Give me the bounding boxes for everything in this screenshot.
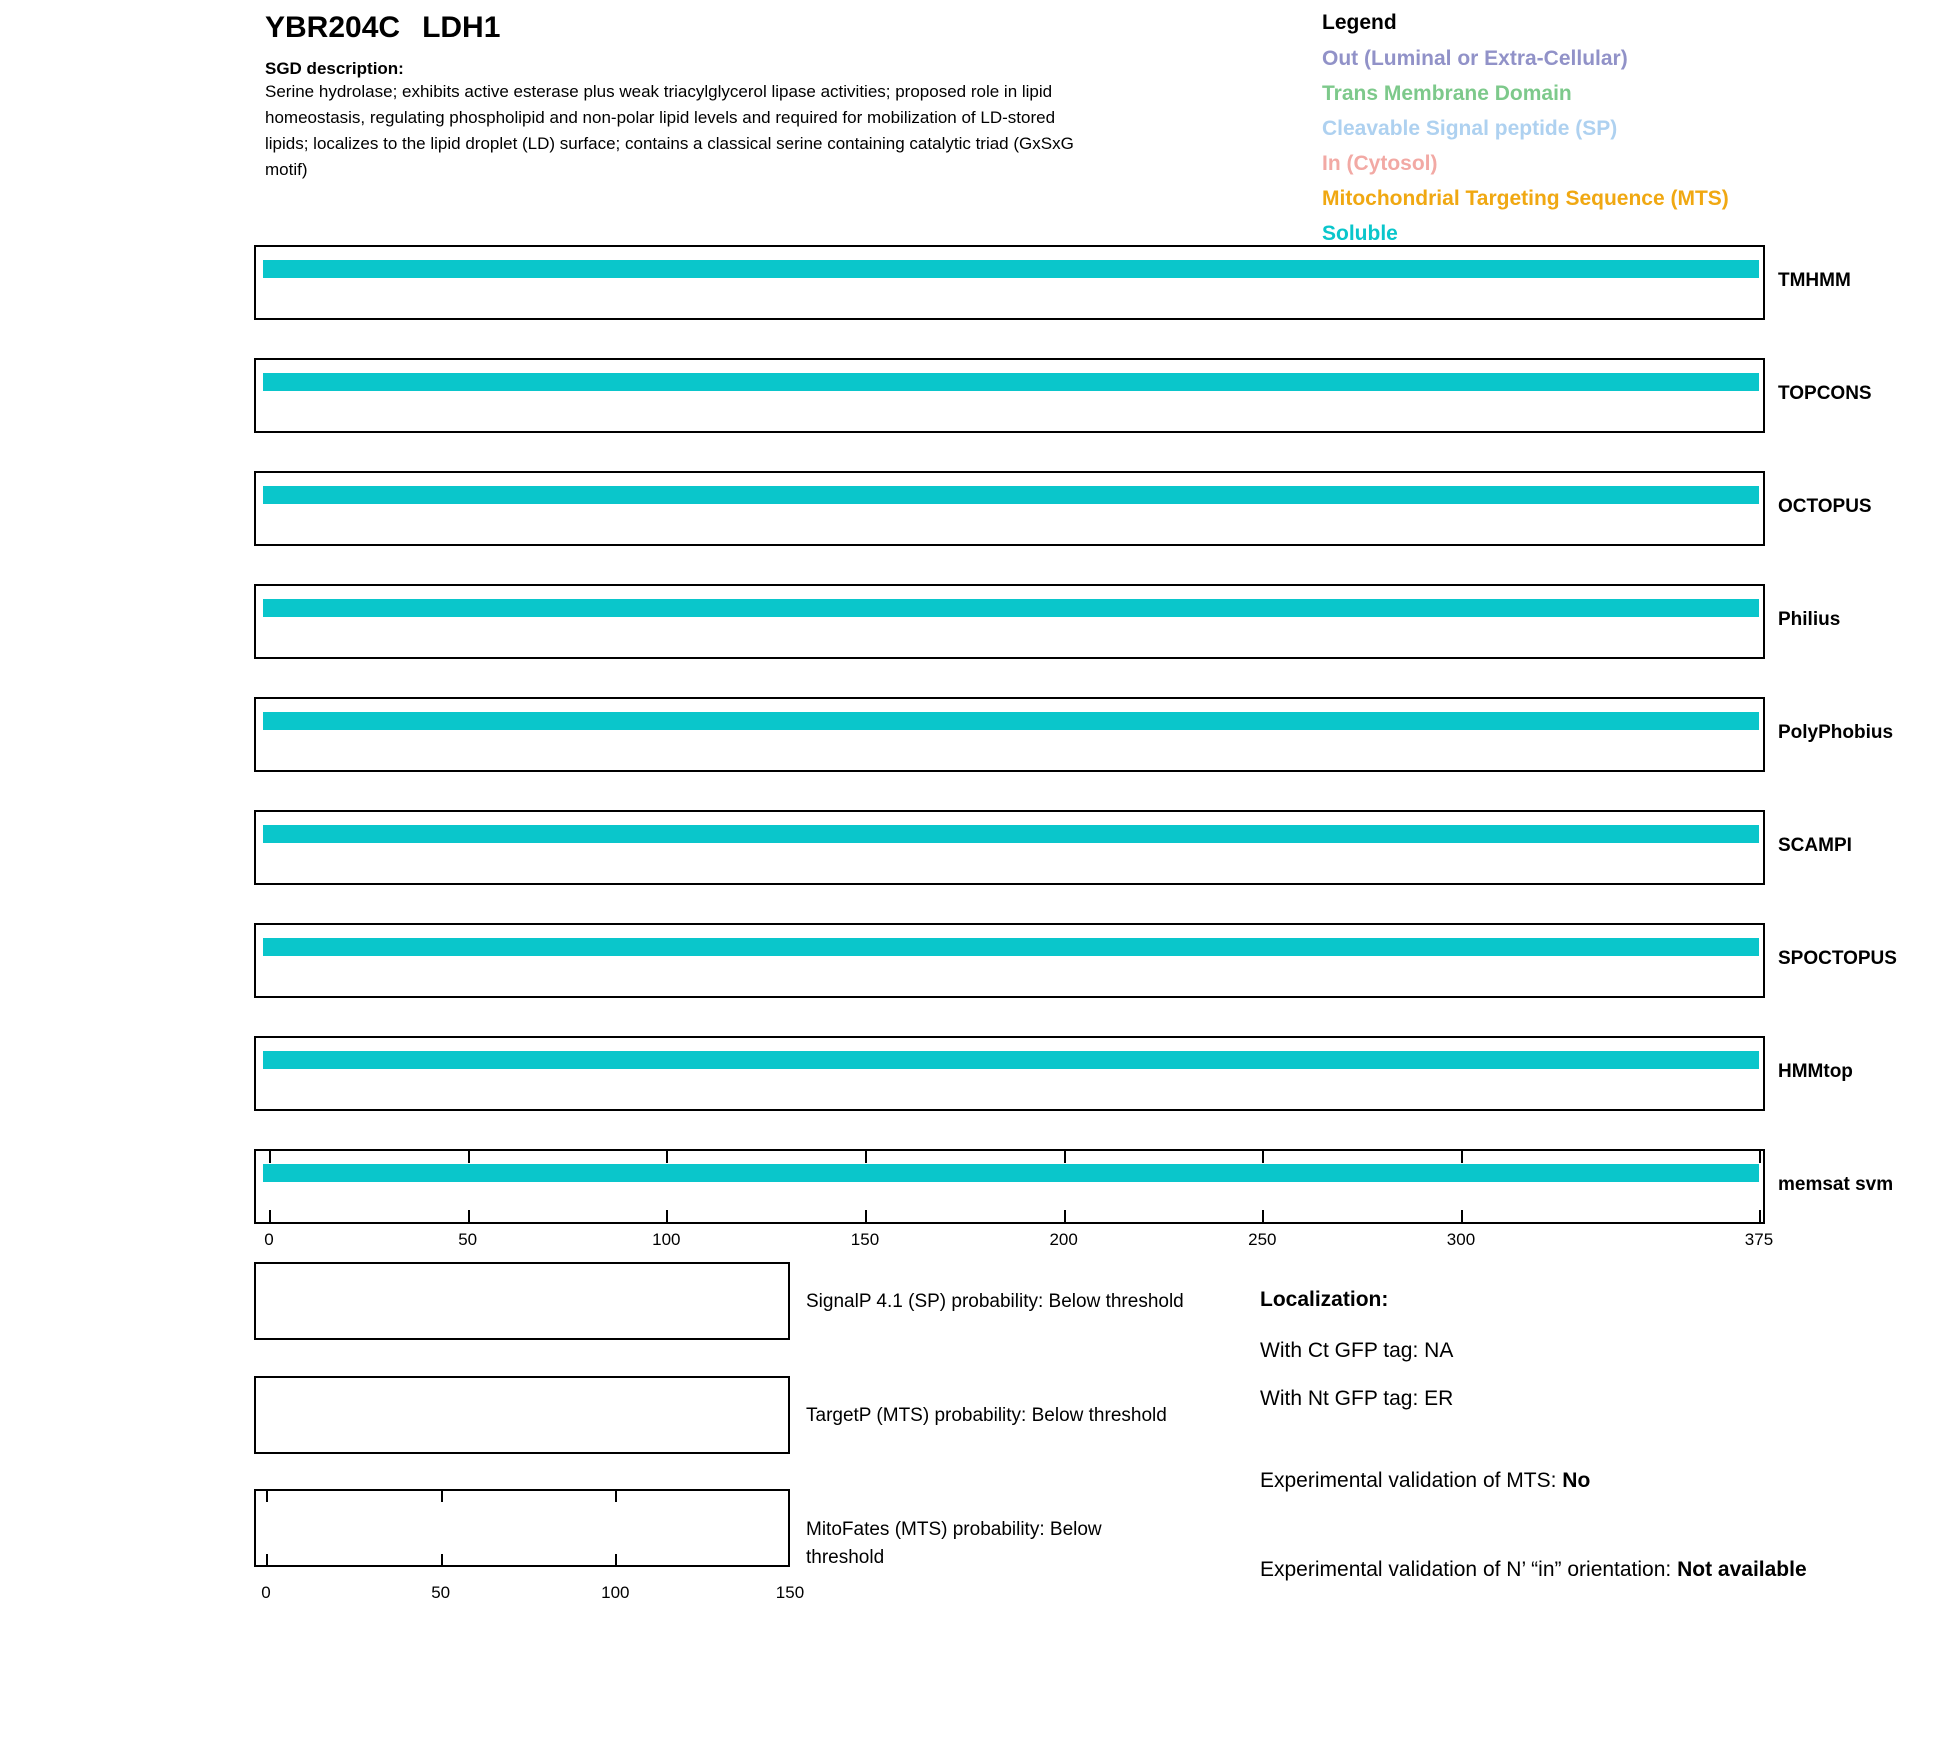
x-axis-tick-label: 100 — [652, 1230, 681, 1249]
x-axis-tick-label: 100 — [601, 1583, 630, 1602]
axis-tick — [266, 1491, 268, 1502]
legend-item: Out (Luminal or Extra-Cellular) — [1322, 47, 1628, 70]
sgd-description-line: homeostasis, regulating phospholipid and non-polar lipid levels and required for mobilization of LD-stored — [265, 108, 1056, 127]
axis-tick — [266, 1554, 268, 1565]
sgd-description-line: lipids; localizes to the lipid droplet (LD) surface; contains a classical serine containing catalytic triad (GxSxG — [265, 134, 1074, 153]
axis-tick — [441, 1554, 443, 1565]
legend-item: Soluble — [1322, 222, 1398, 245]
plot-caption-line: TargetP (MTS) probability: Below threshold — [806, 1405, 1167, 1426]
track-label: HMMtop — [1778, 1061, 1853, 1082]
plot-caption — [806, 1402, 1167, 1430]
mts-validation-line — [1260, 1467, 1590, 1494]
nt-gfp-line: With Nt GFP tag: ER — [1260, 1387, 1454, 1410]
x-axis-tick-label: 250 — [1248, 1230, 1277, 1249]
axis-tick — [441, 1491, 443, 1502]
orf-id: YBR204C — [265, 11, 401, 44]
plot-caption-line: SignalP 4.1 (SP) probability: Below threshold — [806, 1291, 1184, 1312]
plot-caption-line: MitoFates (MTS) probability: Below — [806, 1519, 1102, 1540]
x-axis-tick-label: 375 — [1744, 1230, 1774, 1249]
probability-plot-box — [254, 1489, 790, 1567]
mts-validation-value: No — [1562, 1469, 1591, 1492]
x-axis-tick-label: 150 — [775, 1583, 805, 1602]
plot-caption — [806, 1516, 1102, 1572]
orientation-validation-label: Experimental validation of N’ “in” orientation: — [1260, 1558, 1678, 1581]
x-axis-tick-label: 300 — [1446, 1230, 1476, 1249]
probability-plot-box — [254, 1262, 790, 1340]
ct-gfp-line: With Ct GFP tag: NA — [1260, 1339, 1454, 1362]
mts-validation-label: Experimental validation of MTS: — [1260, 1469, 1563, 1492]
orientation-validation-line — [1260, 1551, 1812, 1589]
track-label: SCAMPI — [1778, 835, 1852, 856]
track-label: PolyPhobius — [1778, 722, 1894, 743]
sgd-description-label: SGD description: — [265, 59, 404, 78]
track-label: OCTOPUS — [1778, 496, 1872, 517]
track-label: SPOCTOPUS — [1778, 948, 1897, 969]
gene-name: LDH1 — [422, 11, 501, 44]
track-label: memsat svm — [1778, 1174, 1894, 1195]
axis-tick — [615, 1491, 617, 1502]
orientation-validation-value: Not available — [1677, 1558, 1807, 1581]
x-axis-tick-label: 0 — [264, 1230, 274, 1249]
track-label: TOPCONS — [1778, 383, 1872, 404]
plot-caption — [806, 1288, 1184, 1316]
legend-item: Mitochondrial Targeting Sequence (MTS) — [1322, 187, 1729, 210]
x-axis-tick-label: 150 — [850, 1230, 880, 1249]
x-axis-tick-label: 50 — [458, 1230, 478, 1249]
plot-caption-line: threshold — [806, 1547, 885, 1568]
x-axis-tick-label: 50 — [431, 1583, 451, 1602]
legend-title: Legend — [1322, 11, 1397, 34]
probability-plot-box — [254, 1376, 790, 1454]
x-axis-tick-label: 0 — [261, 1583, 271, 1602]
legend-item: In (Cytosol) — [1322, 152, 1438, 175]
legend-item: Trans Membrane Domain — [1322, 82, 1572, 105]
track-label: Philius — [1778, 609, 1841, 630]
track-label: TMHMM — [1778, 270, 1851, 291]
sgd-description-line: Serine hydrolase; exhibits active esterase plus weak triacylglycerol lipase activities; proposed role in lipid — [265, 82, 1053, 101]
legend-item: Cleavable Signal peptide (SP) — [1322, 117, 1618, 140]
axis-tick — [615, 1554, 617, 1565]
localization-title: Localization: — [1260, 1288, 1389, 1311]
sgd-description-line: motif) — [265, 160, 308, 179]
x-axis-tick-label: 200 — [1049, 1230, 1078, 1249]
